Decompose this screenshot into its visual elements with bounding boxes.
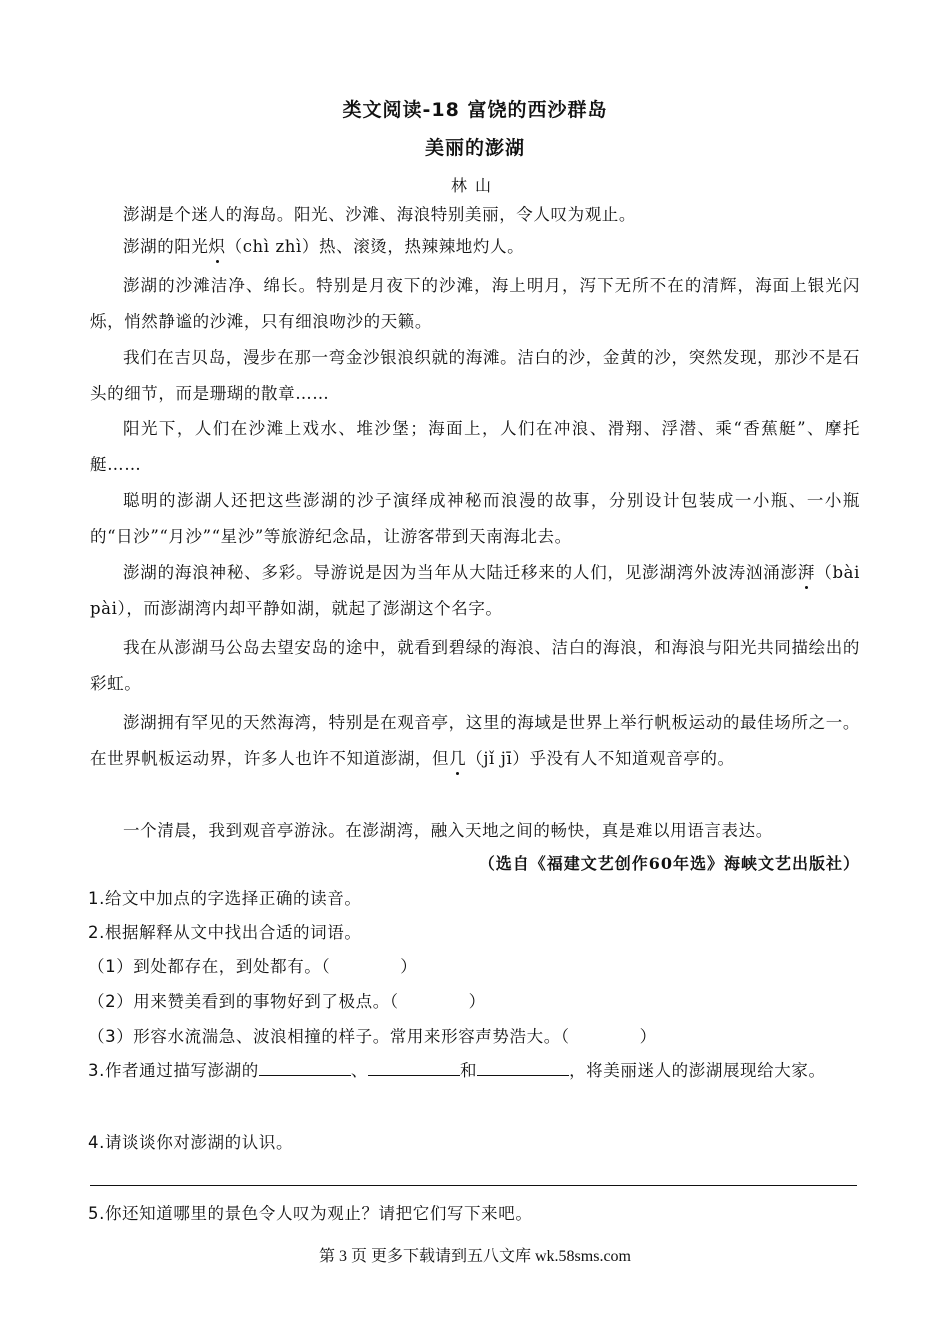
answer-blank-3-2[interactable] xyxy=(368,1055,460,1076)
question-5: 5.你还知道哪里的景色令人叹为观止？请把它们写下来吧。 xyxy=(88,1204,533,1223)
answer-blank-3-3[interactable] xyxy=(477,1055,569,1076)
paragraph-4: 我们在吉贝岛，漫步在那一弯金沙银浪织就的海滩。洁白的沙，金黄的沙，突然发现，那沙不是石头的细节，而是珊瑚的散章…… xyxy=(90,348,860,403)
page-title: 类文阅读-18 富饶的西沙群岛 xyxy=(342,99,608,121)
page-footer: 第 3 页 更多下载请到五八文库 wk.58sms.com xyxy=(318,1248,631,1265)
question-1: 1.给文中加点的字选择正确的读音。 xyxy=(88,889,362,908)
answer-blank-3-1[interactable] xyxy=(259,1055,351,1076)
separator: 、 xyxy=(350,1061,368,1080)
paragraph-7-text-b: （bài pài），而澎湖湾内却平静如湖，就起了澎湖这个名字。 xyxy=(90,563,861,618)
source-citation: （选自《福建文艺创作60年选》海峡文艺出版社） xyxy=(478,854,860,873)
question-2-1 xyxy=(88,950,863,984)
paragraph-9-text-b: （jǐ jī）乎没有人不知道观音亭的。 xyxy=(466,749,735,768)
question-2-3-text: （3）形容水流湍急、波浪相撞的样子。常用来形容声势浩大。（ xyxy=(88,1027,570,1046)
question-3-text-a: 3.作者通过描写澎湖的 xyxy=(88,1061,259,1080)
paragraph-2-text-b: （chì zhì）热、滚烫，热辣辣地灼人。 xyxy=(225,237,525,256)
question-2-3 xyxy=(88,1020,863,1054)
answer-line-4[interactable] xyxy=(90,1185,857,1186)
paragraph-5: 阳光下，人们在沙滩上戏水、堆沙堡；海面上，人们在冲浪、滑翔、浮潜、乘“香蕉艇”、摩托艇…… xyxy=(90,419,860,474)
question-3 xyxy=(88,1054,863,1088)
paragraph-6: 聪明的澎湖人还把这些澎湖的沙子演绎成神秘而浪漫的故事，分别设计包装成一小瓶、一小瓶的“日沙”“月沙”“星沙”等旅游纪念品，让游客带到天南海北去。 xyxy=(90,491,860,546)
paragraph-2-text-a: 澎湖的阳光 xyxy=(123,237,209,256)
paragraph-9 xyxy=(90,705,860,777)
paragraph-10: 一个清晨，我到观音亭游泳。在澎湖湾，融入天地之间的畅快，真是难以用语言表达。 xyxy=(123,821,773,840)
paragraph-9-text-a: 澎湖拥有罕见的天然海湾，特别是在观音亭，这里的海域是世界上举行帆板运动的最佳场所之一。在世界帆板运动界，许多人也许不知道澎湖，但 xyxy=(90,713,860,768)
dotted-char-ji: 几 xyxy=(449,749,467,768)
question-2-2-text: （2）用来赞美看到的事物好到了极点。（ xyxy=(88,992,399,1011)
author-name: 林山 xyxy=(450,176,499,195)
question-2: 2.根据解释从文中找出合适的词语。 xyxy=(88,923,362,942)
question-2-2 xyxy=(88,985,863,1019)
article-title: 美丽的澎湖 xyxy=(424,137,525,159)
close-paren: ） xyxy=(400,957,418,976)
question-3-text-b: ，将美丽迷人的澎湖展现给大家。 xyxy=(569,1061,826,1080)
paragraph-7-text-a: 澎湖的海浪神秘、多彩。导游说是因为当年从大陆迁移来的人们，见澎湖湾外波涛汹涌澎 xyxy=(123,563,798,582)
close-paren: ） xyxy=(468,992,486,1011)
paragraph-3: 澎湖的沙滩洁净、绵长。特别是月夜下的沙滩，海上明月，泻下无所不在的清辉，海面上银光闪烁，悄然静谧的沙滩，只有细浪吻沙的天籁。 xyxy=(90,276,860,331)
question-2-1-text: （1）到处都存在，到处都有。（ xyxy=(88,957,331,976)
close-paren: ） xyxy=(639,1027,657,1046)
question-4: 4.请谈谈你对澎湖的认识。 xyxy=(88,1133,294,1152)
paragraph-7 xyxy=(90,555,860,627)
dotted-char-chi: 炽 xyxy=(208,237,226,256)
paragraph-1: 澎湖是个迷人的海岛。阳光、沙滩、海浪特别美丽，令人叹为观止。 xyxy=(123,205,636,224)
separator: 和 xyxy=(459,1061,478,1080)
paragraph-8: 我在从澎湖马公岛去望安岛的途中，就看到碧绿的海浪、洁白的海浪，和海浪与阳光共同描绘出的彩虹。 xyxy=(90,638,860,693)
paragraph-2 xyxy=(90,233,860,261)
dotted-char-pai: 湃 xyxy=(797,563,816,582)
